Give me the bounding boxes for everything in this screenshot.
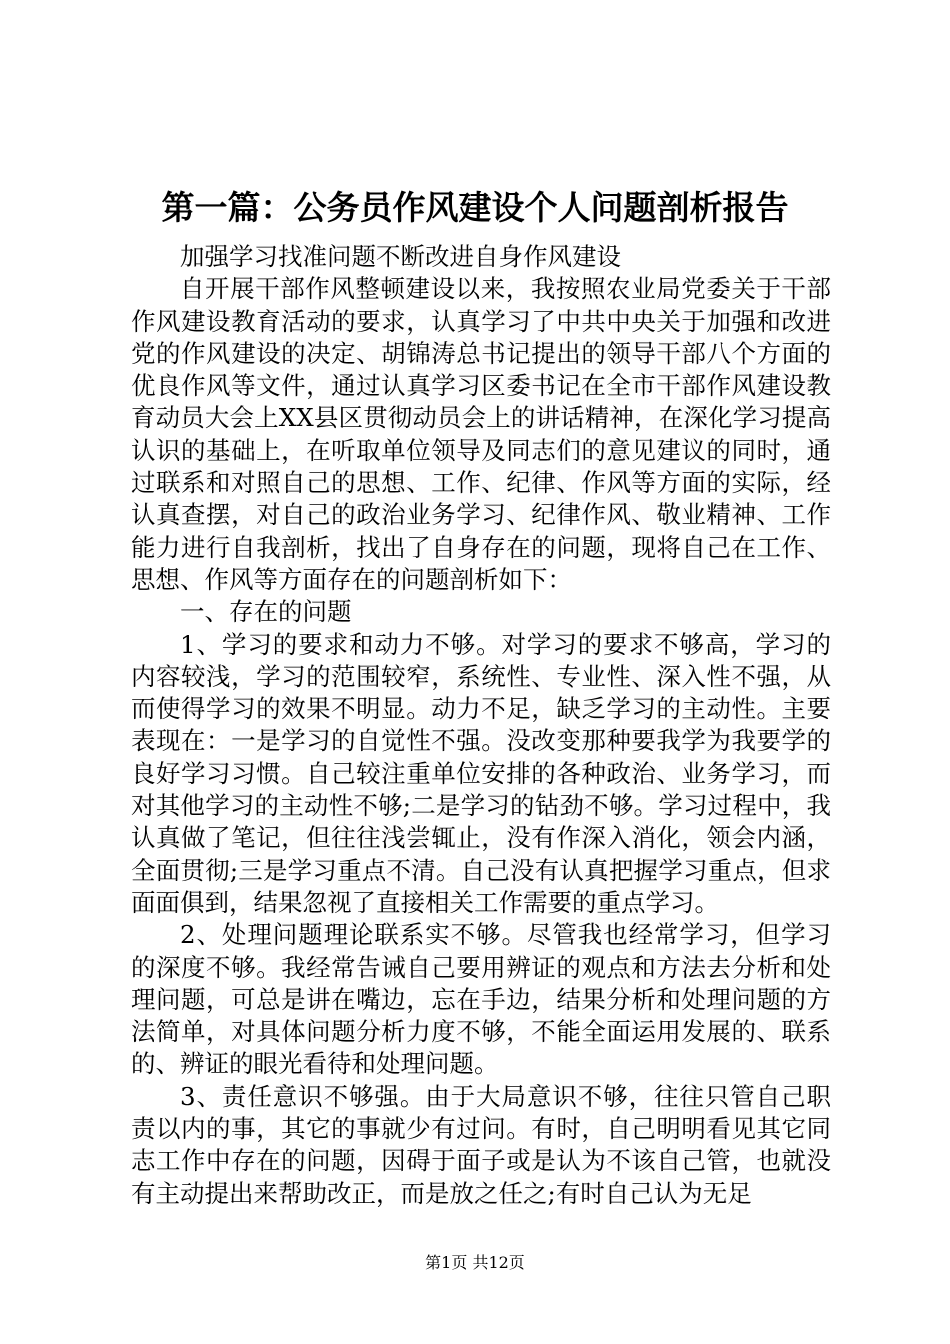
document-subtitle: 加强学习找准问题不断改进自身作风建设 [180, 242, 621, 271]
paragraph-item-2: 2、处理问题理论联系实不够。尽管我也经常学习，但学习的深度不够。我经常告诫自己要用辨证的观点和方法去分析和处理问题，可总是讲在嘴边，忘在手边，结果分析和处理问题的方法简单，对具体问题分析力度不够，不能全面运用发展的、联系的、辨证的眼光看待和处理问题。 [131, 920, 831, 1079]
paragraph-intro: 自开展干部作风整顿建设以来，我按照农业局党委关于干部作风建设教育活动的要求，认真学习了中共中央关于加强和改进党的作风建设的决定、胡锦涛总书记提出的领导干部八个方面的优良作风等文件，通过认真学习区委书记在全市干部作风建设教育动员大会上XX县区贯彻动员会上的讲话精神，在深化学习提高认识的基础上，在听取单位领导及同志们的意见建议的同时，通过联系和对照自己的思想、工作、纪律、作风等方面的实际，经认真查摆，对自己的政治业务学习、纪律作风、敬业精神、工作能力进行自我剖析，找出了自身存在的问题，现将自己在工作、思想、作风等方面存在的问题剖析如下： [131, 274, 831, 594]
paragraph-item-3: 3、责任意识不够强。由于大局意识不够，往往只管自己职责以内的事，其它的事就少有过问。有时，自己明明看见其它同志工作中存在的问题，因碍于面子或是认为不该自己管，也就没有主动提出来帮助改正，而是放之任之;有时自己认为无足 [131, 1081, 831, 1208]
section-heading: 一、存在的问题 [180, 597, 352, 627]
document-title: 第一篇：公务员作风建设个人问题剖析报告 [161, 188, 789, 227]
page-footer: 第1页 共12页 [425, 1253, 525, 1272]
paragraph-item-1: 1、学习的要求和动力不够。对学习的要求不够高，学习的内容较浅，学习的范围较窄，系统性、专业性、深入性不强，从而使得学习的效果不明显。动力不足，缺乏学习的主动性。主要表现在：一是学习的自觉性不强。没改变那种要我学为我要学的良好学习习惯。自己较注重单位安排的各种政治、业务学习，而对其他学习的主动性不够;二是学习的钻劲不够。学习过程中，我认真做了笔记，但往往浅尝辄止，没有作深入消化，领会内涵，全面贯彻;三是学习重点不清。自己没有认真把握学习重点，但求面面俱到，结果忽视了直接相关工作需要的重点学习。 [131, 629, 831, 917]
document-body [131, 241, 831, 1210]
